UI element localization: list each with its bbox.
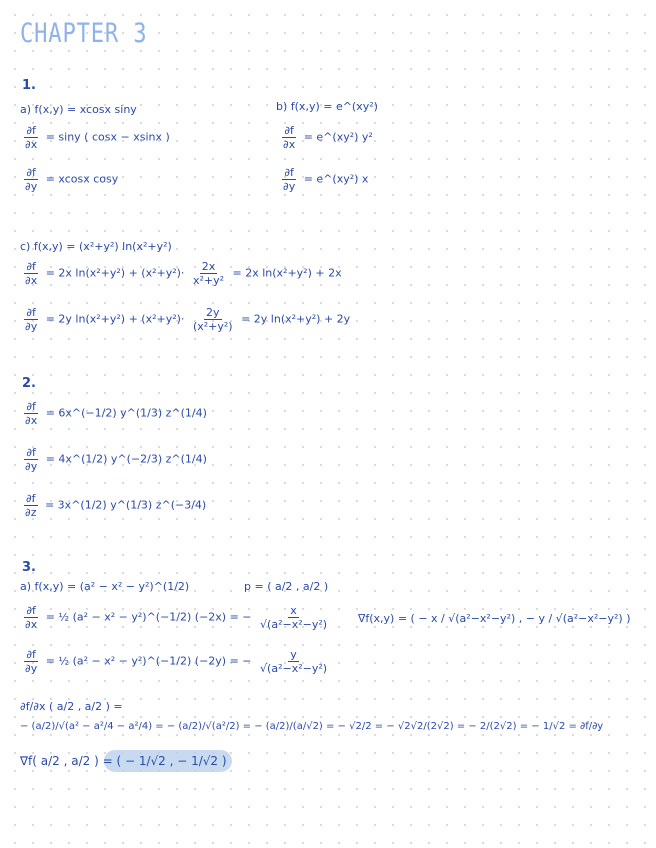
p1a-dfdy-den: ∂y xyxy=(25,180,38,193)
p3-gradient xyxy=(358,612,631,625)
p3-dfdx-num: ∂f xyxy=(26,604,36,617)
p1b-dfdx-den: ∂x xyxy=(283,138,296,151)
p2-dfdx-rhs: = 6x^(−1/2) y^(1/3) z^(1/4) xyxy=(45,406,207,420)
p1c-dfdx xyxy=(20,260,342,287)
p2-dfdz-rhs: = 3x^(1/2) y^(1/3) z^(−3/4) xyxy=(44,498,207,512)
p1a-dfdy-rhs: = xcosx cosy xyxy=(45,172,119,186)
p2-dfdx-den: ∂x xyxy=(25,414,38,427)
p1c-dfdy xyxy=(20,306,350,333)
p2-dfdy-rhs: = 4x^(1/2) y^(−2/3) z^(1/4) xyxy=(45,452,207,466)
p1c-dfdx-num: ∂f xyxy=(26,260,36,273)
p1b-dfdy-num: ∂f xyxy=(284,166,294,179)
p1c-dfdy-frac-num: 2y xyxy=(206,306,220,319)
p3-point: p = ( a/2 , a/2 ) xyxy=(244,580,329,593)
p3-dfdy-frac-den: √(a²−x²−y²) xyxy=(260,662,328,675)
p1c-dfdx-part1: = 2x ln(x²+y²) + (x²+y²)· xyxy=(45,266,185,280)
p2-dfdz-den: ∂z xyxy=(25,506,37,519)
p1c-dfdx-part2: = 2x ln(x²+y²) + 2x xyxy=(232,266,342,280)
p1c-dfdy-part2: = 2y ln(x²+y²) + 2y xyxy=(241,312,351,326)
p2-dfdz-num: ∂f xyxy=(25,492,36,505)
p3-dfdy-rhs: = ½ (a² − x² − y²)^(−1/2) (−2y) = − xyxy=(45,654,252,668)
p1a-dfdy-num: ∂f xyxy=(26,166,36,179)
p3-gradient-lhs: ∇f(x,y) = xyxy=(358,612,408,625)
p1b-dfdx-rhs: = e^(xy²) y² xyxy=(303,130,373,144)
p1c-function: c) f(x,y) = (x²+y²) ln(x²+y²) xyxy=(20,240,172,253)
p1a-dfdx-den: ∂x xyxy=(25,138,38,151)
p3a-function: a) f(x,y) = (a² − x² − y²)^(1/2) xyxy=(20,580,190,593)
p1b-dfdy-rhs: = e^(xy²) x xyxy=(303,172,369,186)
p1a-function: a) f(x,y) = xcosx siny xyxy=(20,103,137,116)
p2-dfdx-num: ∂f xyxy=(26,400,36,413)
p2-dfdy-num: ∂f xyxy=(26,446,36,459)
p2-dfdx xyxy=(20,400,207,427)
p2-dfdy-den: ∂y xyxy=(25,460,38,473)
p3-eval-chain: − (a/2)/√(a² − a²/4 − a²/4) = − (a/2)/√(a²/2) = − (a/2)/(a/√2) = − √2/2 = − √2√2/(2√2) = − 2/(2√2) = − 1/√2 = ∂f/∂y xyxy=(20,721,604,732)
p3-dfdx-rhs: = ½ (a² − x² − y²)^(−1/2) (−2x) = − xyxy=(45,610,252,624)
problem-1-number: 1. xyxy=(22,78,36,93)
p1c-dfdx-frac-num: 2x xyxy=(201,260,216,273)
p1c-dfdy-num: ∂f xyxy=(26,306,36,319)
p3-dfdx-den: ∂x xyxy=(25,618,38,631)
p3-dfdx xyxy=(20,604,332,631)
p1c-dfdy-den: ∂y xyxy=(25,320,38,333)
p1a-dfdy xyxy=(20,166,118,193)
p1c-dfdx-frac-den: x²+y² xyxy=(192,274,224,287)
problem-3-number: 3. xyxy=(22,560,36,575)
p3-final-gradient-rhs: ( − 1/√2 , − 1/√2 ) xyxy=(116,754,227,768)
p3-final-gradient xyxy=(20,754,227,768)
p2-dfdy xyxy=(20,446,207,473)
p1c-dfdy-part1: = 2y ln(x²+y²) + (x²+y²)· xyxy=(45,312,185,326)
problem-2-number: 2. xyxy=(22,376,36,391)
p1b-dfdy xyxy=(278,166,368,193)
p3-gradient-rhs: ( − x / √(a²−x²−y²) , − y / √(a²−x²−y²) ) xyxy=(410,612,631,625)
p3-dfdx-frac-num: x xyxy=(290,604,297,617)
p1b-dfdy-den: ∂y xyxy=(283,180,296,193)
p1b-function: b) f(x,y) = e^(xy²) xyxy=(276,100,378,113)
p3-eval-lhs: ∂f/∂x ( a/2 , a/2 ) = xyxy=(20,700,123,713)
p3-dfdy-den: ∂y xyxy=(25,662,38,675)
chapter-title: CHAPTER 3 xyxy=(20,18,148,49)
p1b-dfdx xyxy=(278,124,373,151)
p1c-dfdy-frac-den: (x²+y²) xyxy=(192,320,233,333)
p1c-dfdx-den: ∂x xyxy=(25,274,38,287)
p3-dfdy-num: ∂f xyxy=(26,648,36,661)
p3-dfdy xyxy=(20,648,332,675)
p1b-dfdx-num: ∂f xyxy=(284,124,294,137)
p1a-dfdx-num: ∂f xyxy=(26,124,36,137)
p1a-dfdx xyxy=(20,124,170,151)
p3-final-gradient-lhs: ∇f( a/2 , a/2 ) = xyxy=(20,754,113,768)
p3-dfdx-frac-den: √(a²−x²−y²) xyxy=(260,618,328,631)
p3-dfdy-frac-num: y xyxy=(290,648,297,661)
p1a-dfdx-rhs: = siny ( cosx − xsinx ) xyxy=(45,130,170,144)
p2-dfdz xyxy=(20,492,206,519)
